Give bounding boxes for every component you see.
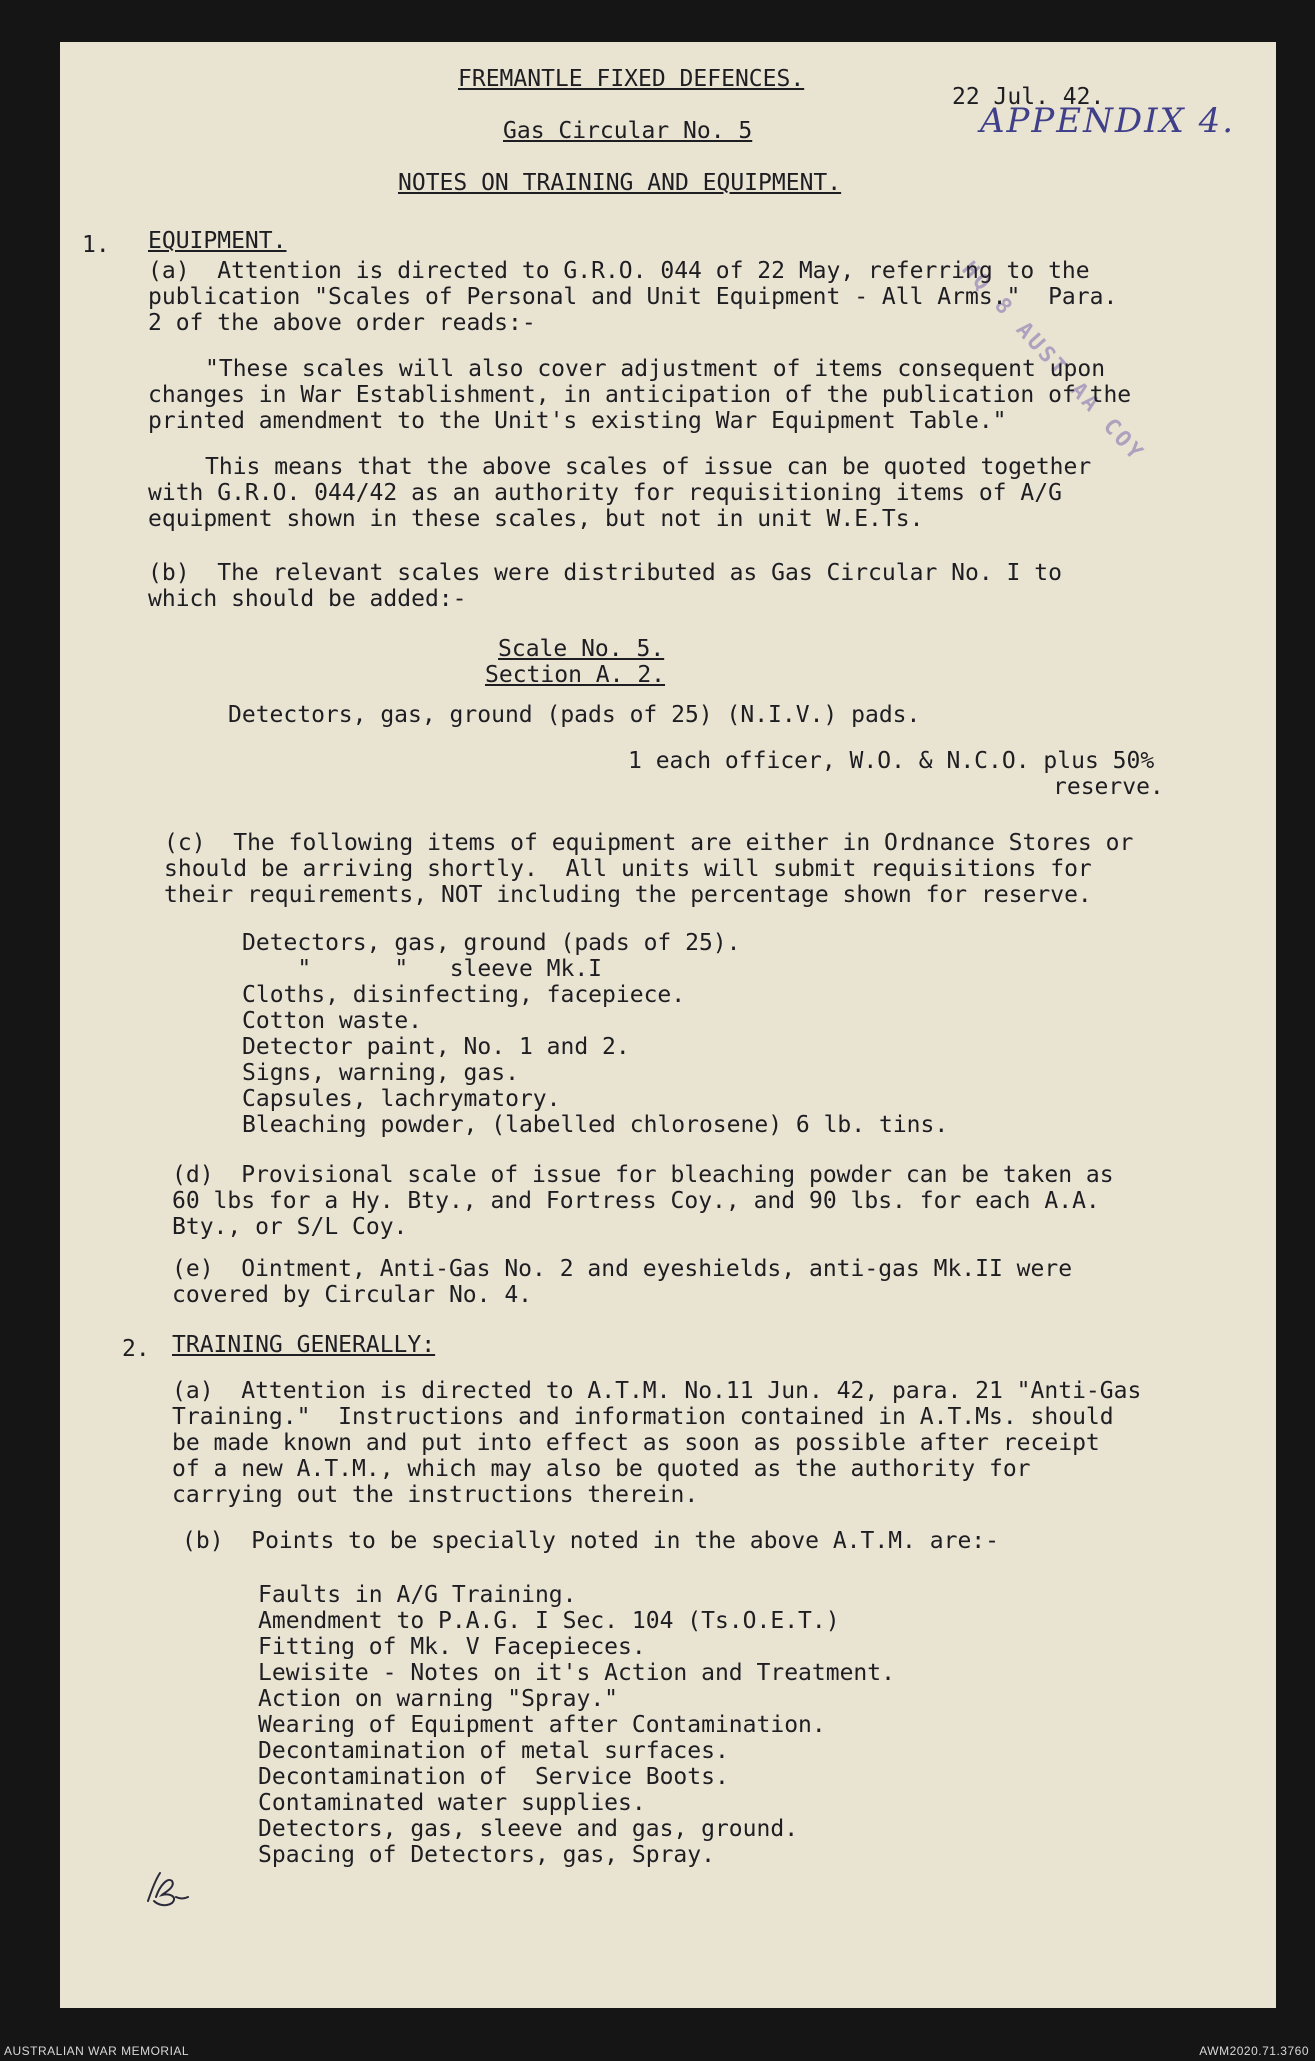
list-item: Amendment to P.A.G. I Sec. 104 (Ts.O.E.T.)	[258, 1608, 840, 1634]
issue-line-2: reserve.	[1053, 774, 1164, 800]
list-item: Bleaching powder, (labelled chlorosene) 6 lb. tins.	[242, 1112, 949, 1138]
circular-title: Gas Circular No. 5	[503, 118, 753, 144]
list-item: Decontamination of metal surfaces.	[258, 1738, 729, 1764]
document-date: 22 Jul. 42.	[952, 84, 1105, 110]
section-1-heading: EQUIPMENT.	[148, 228, 287, 254]
list-item: Detectors, gas, ground (pads of 25).	[242, 930, 741, 956]
list-item: Decontamination of Service Boots.	[258, 1764, 729, 1790]
list-item: Lewisite - Notes on it's Action and Treatment.	[258, 1660, 895, 1686]
list-item: Contaminated water supplies.	[258, 1790, 646, 1816]
organisation-title: FREMANTLE FIXED DEFENCES.	[458, 66, 805, 92]
handwritten-initials	[142, 1867, 192, 1909]
list-item: Detector paint, No. 1 and 2.	[242, 1034, 630, 1060]
list-item: Wearing of Equipment after Contamination.	[258, 1712, 826, 1738]
list-item: Spacing of Detectors, gas, Spray.	[258, 1842, 715, 1868]
section-2-heading: TRAINING GENERALLY:	[172, 1332, 436, 1358]
footer-institution: AUSTRALIAN WAR MEMORIAL	[4, 2044, 190, 2058]
scale-heading: Scale No. 5.	[498, 636, 665, 662]
list-item: Capsules, lachrymatory.	[242, 1086, 561, 1112]
document-page: FREMANTLE FIXED DEFENCES. 22 Jul. 42. APPENDIX 4. Gas Circular No. 5 NOTES ON TRAINING AND EQUIPMENT. HQ 8 AUST AA COY 1. EQUIPMENT. (a) Attention is directed to G.R.O. 044 of 22 May, referring to the publication "Scales of Personal and Unit Equipment - All Arms." Para. 2 of the above order reads:- "These scales will also cover adjustment of items consequent upon changes in War Establishment, in anticipation of the publication of the printed amendment to the Unit's existing War Equipment Table." This means that the above scales of issue can be quoted together with G.R.O. 044/42 as an authority for requisitioning items of A/G equipment shown in these scales, but not in unit W.E.Ts. (b) The relevant scales were distributed as Gas Circular No. I to which should be added:- Scale No. 5. Section A. 2. Detectors, gas, ground (pads of 25) (N.I.V.) pads. 1 each officer, W.O. & N.C.O. plus 50% reserve. (c) The following items of equipment are either in Ordnance Stores or should be arriving shortly. All units will submit requisitions for their requirements, NOT including the percentage shown for reserve. Detectors, gas, ground (pads of 25). " " sleeve Mk.I Cloths, disinfecting, facepiece. Cotton waste. Detector paint, No. 1 and 2. Signs, warning, gas. Capsules, lachrymatory. Bleaching powder, (labelled chlorosene) 6 lb. tins. (d) Provisional scale of issue for bleaching powder can be taken as 60 lbs for a Hy. Bty., and Fortress Coy., and 90 lbs. for each A.A. Bty., or S/L Coy. (e) Ointment, Anti-Gas No. 2 and eyeshields, anti-gas Mk.II were covered by Circular No. 4. 2. TRAINING GENERALLY: (a) Attention is directed to A.T.M. No.11 Jun. 42, para. 21 "Anti-Gas Training." Instructions and information contained in A.T.Ms. should be made known and put into effect as soon as possible after receipt of a new A.T.M., which may also be quoted as the authority for carrying out the instructions therein. (b) Points to be specially noted in the above A.T.M. are:- Faults in A/G Training. Amendment to P.A.G. I Sec. 104 (Ts.O.E.T.) Fitting of Mk. V Facepieces. Lewisite - Notes on it's Action and Treatment. Action on warning "Spray." Wearing of Equipment after Contamination. Decontamination of metal surfaces. Decontamination of Service Boots. Contaminated water supplies. Detectors, gas, sleeve and gas, ground. Spacing of Detectors, gas, Spray.	[60, 42, 1276, 2008]
section-1-number: 1.	[82, 232, 110, 258]
detector-line: Detectors, gas, ground (pads of 25) (N.I.V.) pads.	[228, 702, 921, 728]
list-item: Signs, warning, gas.	[242, 1060, 519, 1086]
subject-title: NOTES ON TRAINING AND EQUIPMENT.	[398, 170, 842, 196]
appendix-annotation: APPENDIX 4.	[980, 101, 1236, 141]
list-item: Cloths, disinfecting, facepiece.	[242, 982, 686, 1008]
footer-accession-number: AWM2020.71.3760	[1199, 2044, 1309, 2058]
list-item: Cotton waste.	[242, 1008, 423, 1034]
unit-stamp: HQ 8 AUST AA COY	[956, 257, 1149, 467]
list-item: Faults in A/G Training.	[258, 1582, 577, 1608]
list-item: Action on warning "Spray."	[258, 1686, 619, 1712]
issue-line-1: 1 each officer, W.O. & N.C.O. plus 50%	[628, 748, 1155, 774]
list-item: Fitting of Mk. V Facepieces.	[258, 1634, 646, 1660]
section-ref-heading: Section A. 2.	[485, 662, 666, 688]
list-item: Detectors, gas, sleeve and gas, ground.	[258, 1816, 799, 1842]
list-item: " " sleeve Mk.I	[242, 956, 603, 982]
section-2-number: 2.	[122, 1336, 150, 1362]
section-2-para-b: (b) Points to be specially noted in the above A.T.M. are:-	[182, 1528, 999, 1554]
